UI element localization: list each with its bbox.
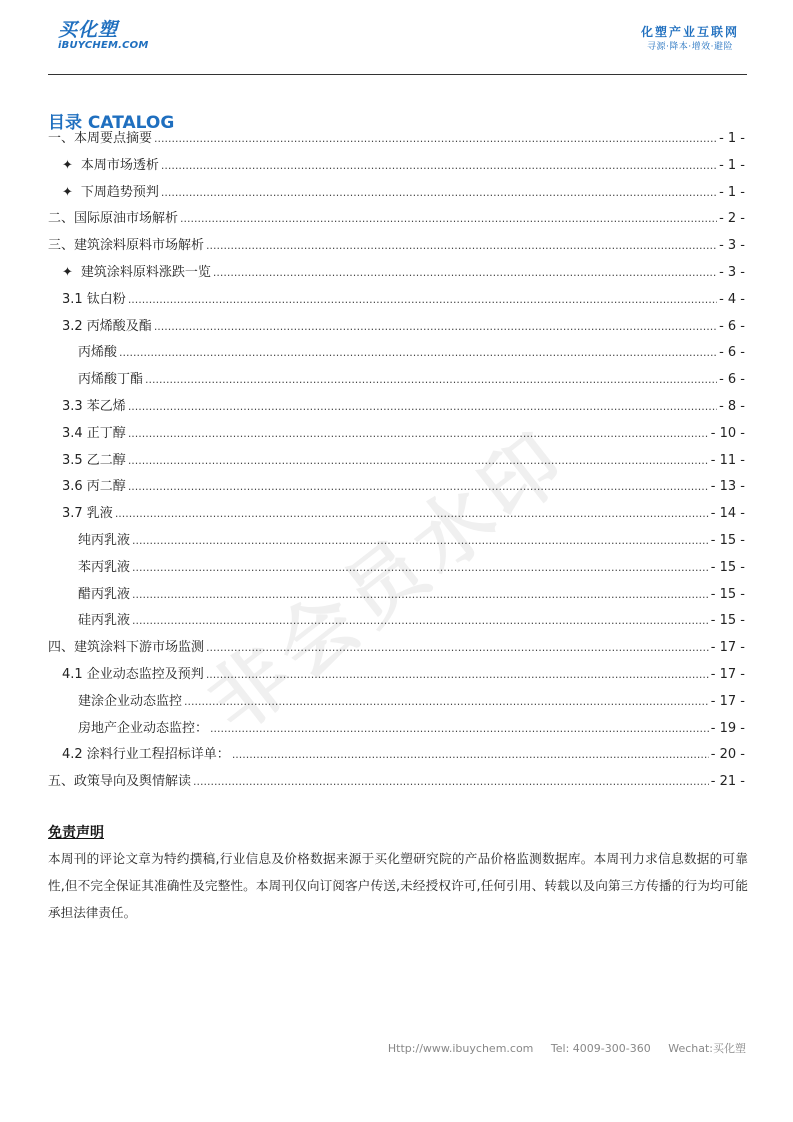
toc-entry[interactable] xyxy=(48,367,745,394)
toc-leader-dots xyxy=(128,394,717,421)
toc-entry-label xyxy=(78,555,130,582)
toc-entry-text: 一、本周要点摘要 xyxy=(48,131,153,146)
toc-entry-text: 纯丙乳液 xyxy=(78,532,131,548)
star-bullet-icon: ✦ xyxy=(62,264,73,280)
toc-entry-text: 下周趋势预判 xyxy=(80,184,159,200)
toc-entry-page: - 1 - xyxy=(719,131,745,146)
toc-leader-dots xyxy=(193,769,709,796)
toc-entry-text: 醋丙乳液 xyxy=(78,586,131,602)
toc-entry-label xyxy=(48,769,191,796)
toc-entry-page: - 13 - xyxy=(710,479,745,495)
toc-entry[interactable] xyxy=(48,448,745,475)
footer-wechat: Wechat:买化塑 xyxy=(668,1042,746,1055)
toc-entry-text: 房地产企业动态监控： xyxy=(78,720,209,736)
toc-entry-page: - 19 - xyxy=(710,720,745,736)
toc-entry-page: - 15 - xyxy=(710,586,745,602)
toc-entry-page: - 1 - xyxy=(719,157,745,173)
toc-entry-page: - 10 - xyxy=(710,425,745,441)
toc-entry[interactable] xyxy=(48,287,745,314)
toc-leader-dots xyxy=(154,314,717,341)
toc-entry-page: - 11 - xyxy=(710,452,745,468)
toc-entry[interactable] xyxy=(48,716,745,743)
toc-entry-label xyxy=(62,662,204,689)
toc-entry-page: - 3 - xyxy=(719,264,745,280)
toc-leader-dots xyxy=(132,582,709,609)
toc-entry[interactable] xyxy=(48,555,745,582)
toc-leader-dots xyxy=(119,340,717,367)
toc-entry-page: - 2 - xyxy=(719,211,745,227)
toc-entry-page: - 15 - xyxy=(710,532,745,548)
toc-entry-text: 本周市场透析 xyxy=(80,157,159,173)
toc-leader-dots xyxy=(232,742,709,769)
toc-entry-label xyxy=(78,716,208,743)
toc-entry-label xyxy=(78,582,130,609)
toc-leader-dots xyxy=(128,287,717,314)
toc-leader-dots xyxy=(128,448,709,475)
toc-leader-dots xyxy=(184,689,709,716)
toc-leader-dots xyxy=(161,180,717,207)
toc-entry-text: 3.6 丙二醇 xyxy=(62,479,126,495)
toc-entry-page: - 6 - xyxy=(719,345,745,361)
star-bullet-icon: ✦ xyxy=(62,157,73,173)
toc-leader-dots xyxy=(115,501,709,528)
toc-entry-text: 建涂企业动态监控 xyxy=(78,693,183,709)
footer-url[interactable]: Http://www.ibuychem.com xyxy=(387,1042,534,1055)
toc-entry-label xyxy=(62,287,126,314)
toc-entry[interactable] xyxy=(48,394,745,421)
toc-entry[interactable] xyxy=(48,662,745,689)
toc-leader-dots xyxy=(132,608,709,635)
toc-entry-text: 苯丙乳液 xyxy=(78,559,131,575)
toc-entry-text: 4.1 企业动态监控及预判 xyxy=(62,666,204,682)
toc-entry-text: 4.2 涂料行业工程招标详单： xyxy=(62,747,230,763)
toc-entry-page: - 17 - xyxy=(710,666,745,682)
toc-entry-label xyxy=(48,126,152,153)
toc-entry-text: 五、政策导向及舆情解读 xyxy=(48,774,192,790)
toc-entry-page: - 14 - xyxy=(710,506,745,522)
toc-leader-dots xyxy=(154,126,717,153)
toc-entry[interactable] xyxy=(48,501,745,528)
toc-entry-label xyxy=(78,528,130,555)
toc-entry[interactable] xyxy=(48,608,745,635)
toc-entry-label xyxy=(48,206,178,233)
toc-entry-label xyxy=(78,340,117,367)
toc-entry-label xyxy=(78,608,130,635)
toc-leader-dots xyxy=(213,260,717,287)
toc-entry-text: 丙烯酸 xyxy=(78,345,118,361)
toc-entry-page: - 17 - xyxy=(710,693,745,709)
toc-entry-label xyxy=(62,260,211,287)
table-of-contents xyxy=(48,126,745,796)
toc-entry-text: 3.3 苯乙烯 xyxy=(62,398,126,414)
toc-entry-text: 3.1 钛白粉 xyxy=(62,291,126,307)
toc-entry-label xyxy=(48,635,204,662)
disclaimer-body: 本周刊的评论文章为特约撰稿,行业信息及价格数据来源于买化塑研究院的产品价格监测数据库。本周刊力求信息数据的可靠性,但不完全保证其准确性及完整性。本周刊仅向订阅客户传送,未经授权许可,任何引用、转载以及向第三方传播的行为均可能承担法律责任。 xyxy=(48,851,748,920)
toc-entry-label xyxy=(78,367,143,394)
page-header xyxy=(48,18,747,75)
logo-cn-text: 买化塑 xyxy=(58,19,119,41)
toc-entry[interactable] xyxy=(48,528,745,555)
toc-entry[interactable] xyxy=(48,233,745,260)
toc-leader-dots xyxy=(161,153,717,180)
toc-entry-label xyxy=(78,689,182,716)
toc-entry-label xyxy=(62,314,152,341)
watermark: 非会员水印 xyxy=(192,413,587,750)
toc-entry-page: - 15 - xyxy=(710,613,745,629)
toc-entry-page: - 6 - xyxy=(719,318,745,334)
toc-entry-label xyxy=(62,421,126,448)
footer-tel: Tel: 4009-300-360 xyxy=(550,1042,651,1055)
toc-entry-page: - 6 - xyxy=(719,372,745,388)
toc-entry-label xyxy=(62,474,126,501)
toc-entry[interactable] xyxy=(48,126,745,153)
toc-leader-dots xyxy=(210,716,709,743)
toc-entry-label xyxy=(48,233,204,260)
toc-leader-dots xyxy=(206,233,717,260)
toc-leader-dots xyxy=(180,206,717,233)
toc-entry[interactable] xyxy=(48,260,745,287)
toc-entry-text: 丙烯酸丁酯 xyxy=(78,372,144,388)
header-slogan xyxy=(641,24,739,54)
toc-entry-text: 3.7 乳液 xyxy=(62,506,113,522)
toc-entry-label xyxy=(62,742,230,769)
disclaimer-title: 免责声明 xyxy=(48,825,104,841)
toc-entry-text: 硅丙乳液 xyxy=(78,613,131,629)
toc-entry-label xyxy=(62,501,113,528)
toc-entry-page: - 1 - xyxy=(719,184,745,200)
toc-leader-dots xyxy=(132,528,709,555)
toc-entry[interactable] xyxy=(48,689,745,716)
toc-entry-text: 3.5 乙二醇 xyxy=(62,452,126,468)
toc-entry-text: 四、建筑涂料下游市场监测 xyxy=(48,640,205,656)
slogan-title: 化塑产业互联网 xyxy=(640,25,739,39)
toc-entry-text: 三、建筑涂料原料市场解析 xyxy=(48,238,205,254)
toc-leader-dots xyxy=(132,555,709,582)
slogan-subtitle: 寻源·降本·增效·避险 xyxy=(646,42,734,52)
toc-entry-label xyxy=(62,448,126,475)
toc-entry[interactable] xyxy=(48,206,745,233)
toc-entry[interactable] xyxy=(48,474,745,501)
toc-entry[interactable] xyxy=(48,769,745,796)
toc-entry-page: - 21 - xyxy=(710,774,745,790)
toc-entry-page: - 20 - xyxy=(710,747,745,763)
brand-logo xyxy=(58,20,158,56)
toc-entry[interactable] xyxy=(48,180,745,207)
toc-entry[interactable] xyxy=(48,314,745,341)
toc-entry-page: - 8 - xyxy=(719,398,745,414)
star-bullet-icon: ✦ xyxy=(62,184,73,200)
toc-leader-dots xyxy=(206,662,709,689)
toc-leader-dots xyxy=(145,367,717,394)
toc-entry-text: 3.4 正丁醇 xyxy=(62,425,126,441)
toc-entry-page: - 17 - xyxy=(710,640,745,656)
toc-entry[interactable] xyxy=(48,421,745,448)
toc-leader-dots xyxy=(128,474,709,501)
toc-entry[interactable] xyxy=(48,340,745,367)
toc-entry-text: 建筑涂料原料涨跌一览 xyxy=(80,264,211,280)
toc-entry-page: - 15 - xyxy=(710,559,745,575)
toc-entry[interactable] xyxy=(48,153,745,180)
toc-entry[interactable] xyxy=(48,742,745,769)
toc-title: 目录 CATALOG xyxy=(48,113,175,133)
toc-entry[interactable] xyxy=(48,635,745,662)
toc-entry-page: - 4 - xyxy=(719,291,745,307)
toc-entry-label xyxy=(62,394,126,421)
toc-leader-dots xyxy=(206,635,709,662)
toc-entry-page: - 3 - xyxy=(719,238,745,254)
toc-entry[interactable] xyxy=(48,582,745,609)
toc-leader-dots xyxy=(128,421,709,448)
toc-entry-text: 3.2 丙烯酸及酯 xyxy=(62,318,152,334)
logo-en-text: iBUYCHEM.COM xyxy=(58,40,149,51)
page-footer xyxy=(374,1040,746,1056)
toc-entry-label xyxy=(62,153,159,180)
toc-entry-label xyxy=(62,180,159,207)
toc-entry-text: 二、国际原油市场解析 xyxy=(48,211,179,227)
